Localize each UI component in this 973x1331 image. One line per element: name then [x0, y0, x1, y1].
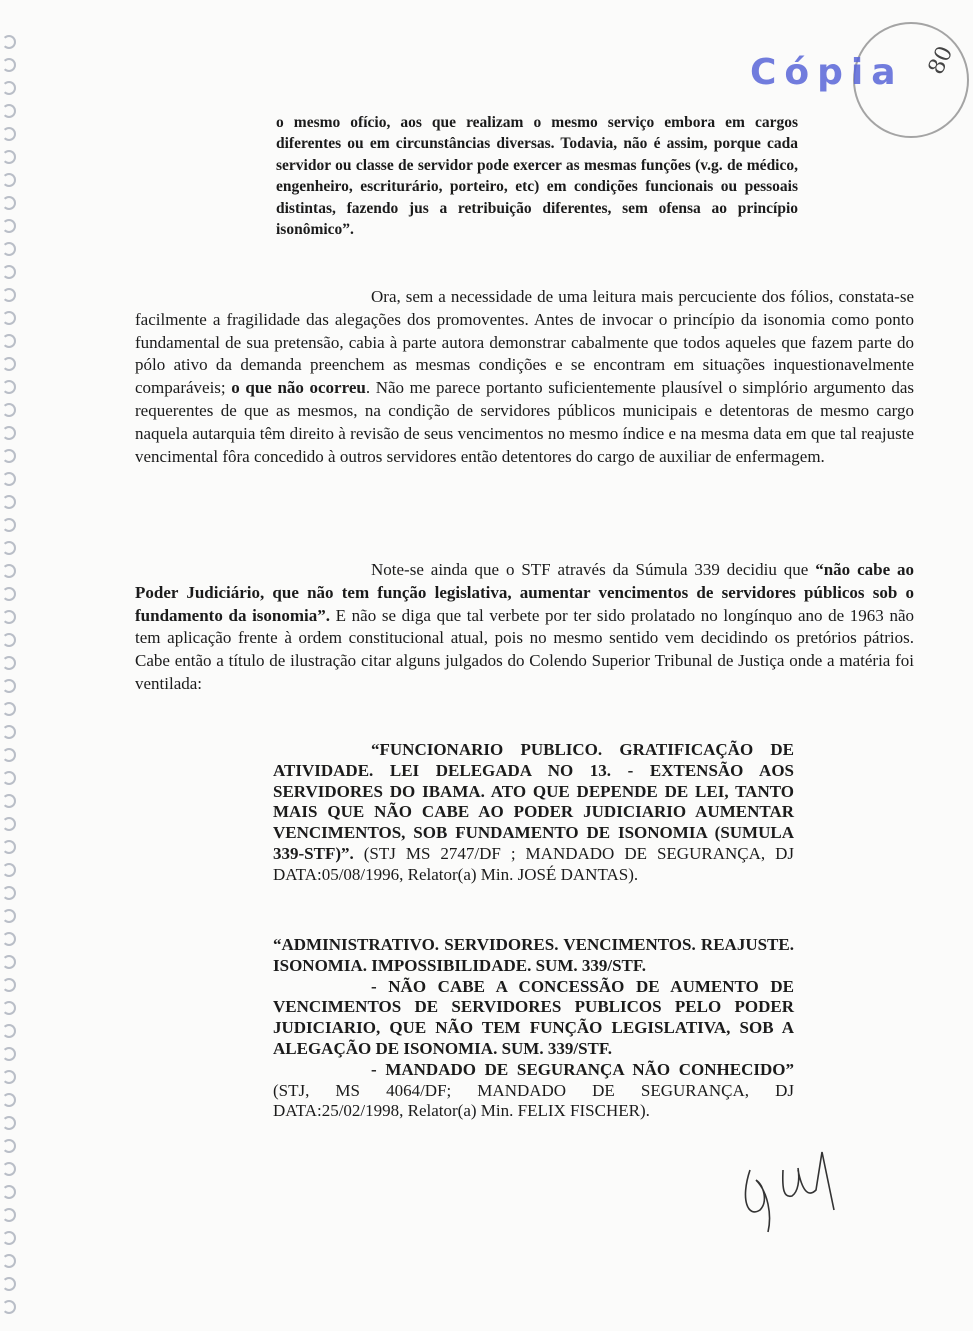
citation-2-bold-1: “ADMINISTRATIVO. SERVIDORES. VENCIMENTOS. REAJUSTE. ISONOMIA. IMPOSSIBILIDADE. SUM. 339/STF. — [273, 935, 794, 975]
binding-ring — [2, 1300, 16, 1314]
binding-ring — [2, 541, 16, 555]
paragraph-2-text-a: Note-se ainda que o STF através da Súmula 339 decidiu que — [371, 560, 809, 579]
binding-ring — [2, 863, 16, 877]
citation-2-bold-2: - NÃO CABE A CONCESSÃO DE AUMENTO DE VENCIMENTOS DE SERVIDORES PUBLICOS PELO PODER JUDICIARIO, QUE NÃO TEM FUNÇÃO LEGISLATIVA, SOB A ALEGAÇÃO DE ISONOMIA. SUM. 339/STF. — [273, 976, 794, 1058]
binding-ring — [2, 265, 16, 279]
paragraph-1-text-b: . Não me parece portanto suficientemente plausível o simplório argumento das requerentes de que as mesmos, na condição de servidores públicos municipais e detentoras de mesmo cargo naquela autarquia têm direito à revisão de seus vencimentos no mesmo índice e na mesma data em que tal reajuste vencimental fôra concedido à outros servidores então detentores do cargo de auxiliar de enfermagem. — [135, 378, 915, 466]
binding-ring — [2, 35, 16, 49]
binding-ring — [2, 357, 16, 371]
citation-2 — [273, 935, 794, 1122]
binding-ring — [2, 426, 16, 440]
citation-2-ref: (STJ, MS 4064/DF; MANDADO DE SEGURANÇA, DJ DATA:25/02/1998, Relator(a) Min. FELIX FISCHER). — [273, 1080, 794, 1121]
paragraph-2-bold: “não cabe ao Poder Judiciário, que não tem função legislativa, aumentar vencimentos de servidores públicos sob o fundamento da isonomia”. — [135, 560, 915, 625]
binding-ring — [2, 518, 16, 532]
binding-ring — [2, 334, 16, 348]
binding-ring — [2, 1024, 16, 1038]
handwritten-page-number — [738, 1140, 848, 1235]
binding-ring — [2, 656, 16, 670]
binding-ring — [2, 1254, 16, 1268]
binding-ring — [2, 58, 16, 72]
binding-ring — [2, 932, 16, 946]
binding-ring — [2, 104, 16, 118]
binding-ring — [2, 1277, 16, 1291]
binding-ring — [2, 1001, 16, 1015]
binding-ring — [2, 840, 16, 854]
citation-1-ref: (STJ MS 2747/DF ; MANDADO DE SEGURANÇA, DJ DATA:05/08/1996, Relator(a) Min. JOSÉ DANTAS). — [273, 843, 794, 884]
binding-ring — [2, 242, 16, 256]
binding-ring — [2, 127, 16, 141]
binding-ring — [2, 1139, 16, 1153]
citation-1 — [273, 740, 794, 886]
binding-ring — [2, 219, 16, 233]
stamp-copia-word: Cópia — [750, 52, 904, 93]
spiral-binding — [0, 0, 28, 1331]
binding-ring — [2, 472, 16, 486]
binding-ring — [2, 679, 16, 693]
binding-ring — [2, 633, 16, 647]
binding-ring — [2, 1185, 16, 1199]
binding-ring — [2, 81, 16, 95]
binding-ring — [2, 702, 16, 716]
binding-ring — [2, 288, 16, 302]
binding-ring — [2, 1116, 16, 1130]
paragraph-1-text-a: Ora, sem a necessidade de uma leitura mais percuciente dos fólios, constata-se facilmente a fragilidade das alegações dos promoventes. Antes de invocar o princípio da isonomia como ponto fundamental de sua pretensão, cabia à parte autora demonstrar cabalmente que todos aqueles que fazem parte do pólo ativo da demanda preenchem as mesmas condições e se encontram em situações inquestionavelmente comparáveis; — [135, 287, 914, 398]
binding-ring — [2, 564, 16, 578]
binding-ring — [2, 909, 16, 923]
binding-ring — [2, 196, 16, 210]
binding-ring — [2, 1162, 16, 1176]
binding-ring — [2, 978, 16, 992]
paragraph-2-text-b: E não se diga que tal verbete por ter sido prolatado no longínquo ano de 1963 não tem aplicação frente à ordem constitucional atual, pois no mesmo sentido vem decidindo os pretórios pátrios. Cabe então a título de ilustração citar alguns julgados do Colendo Superior Tribunal de Justiça onde a matéria foi ventilada: — [135, 605, 914, 693]
stamp-number: 80 — [923, 42, 959, 79]
binding-ring — [2, 1208, 16, 1222]
binding-ring — [2, 748, 16, 762]
binding-ring — [2, 403, 16, 417]
binding-ring — [2, 1070, 16, 1084]
binding-ring — [2, 817, 16, 831]
paragraph-2 — [135, 559, 914, 696]
quote-top: o mesmo ofício, aos que realizam o mesmo serviço embora em cargos diferentes ou em circunstâncias diversas. Todavia, não é assim, porque cada servidor ou classe de servidor pode exercer as mesmas funções (v.g. de médico, engenheiro, escriturário, porteiro, etc) em condições funcionais ou pessoais distintas, fazendo jus a retribuição diferentes, sem ofensa ao princípio isonômico”. — [276, 114, 798, 239]
binding-ring — [2, 380, 16, 394]
binding-ring — [2, 725, 16, 739]
binding-ring — [2, 587, 16, 601]
binding-ring — [2, 150, 16, 164]
binding-ring — [2, 794, 16, 808]
binding-ring — [2, 955, 16, 969]
binding-ring — [2, 886, 16, 900]
binding-ring — [2, 771, 16, 785]
citation-1-bold: “FUNCIONARIO PUBLICO. GRATIFICAÇÃO DE ATIVIDADE. LEI DELEGADA NO 13. - EXTENSÃO AOS SERVIDORES DO IBAMA. ATO QUE DEPENDE DE LEI, TANTO MAIS QUE NÃO CABE AO PODER JUDICIARIO AUMENTAR VENCIMENTOS, SOB FUNDAMENTO DE ISONOMIA (SUMULA 339-STF)”. — [273, 740, 794, 863]
binding-ring — [2, 1231, 16, 1245]
binding-ring — [2, 495, 16, 509]
paragraph-1-bold: o que não ocorreu — [231, 378, 366, 398]
binding-ring — [2, 1047, 16, 1061]
citation-2-bold-3: - MANDADO DE SEGURANÇA NÃO CONHECIDO” — [371, 1059, 794, 1079]
paragraph-1 — [135, 286, 914, 468]
binding-ring — [2, 449, 16, 463]
binding-ring — [2, 311, 16, 325]
binding-ring — [2, 610, 16, 624]
binding-ring — [2, 1093, 16, 1107]
binding-ring — [2, 173, 16, 187]
